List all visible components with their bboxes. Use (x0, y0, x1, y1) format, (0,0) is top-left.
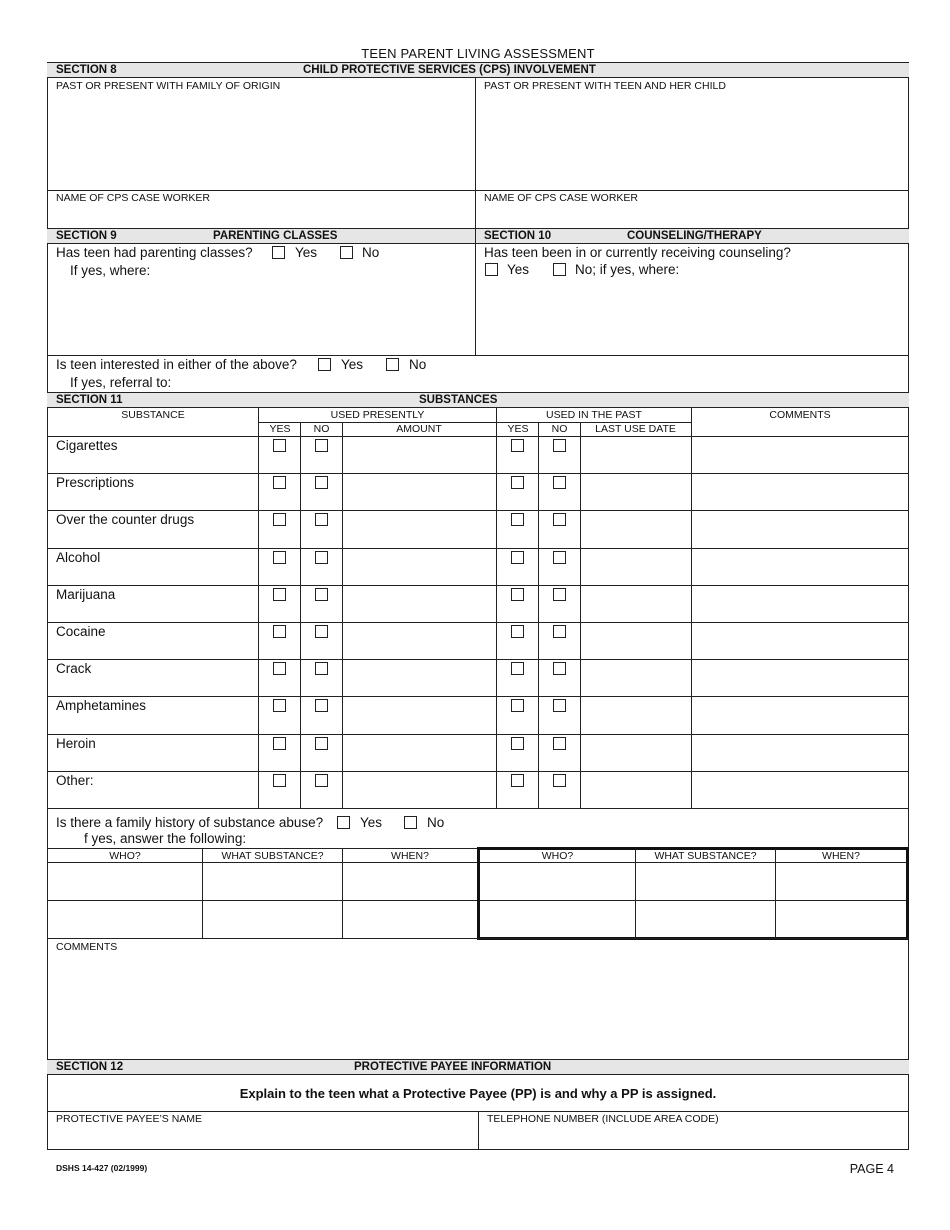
present-no-checkbox[interactable] (315, 551, 328, 564)
teen-child-field[interactable] (476, 94, 908, 190)
form-number: DSHS 14-427 (02/1999) (56, 1163, 148, 1173)
past-yes-header: YES (507, 423, 529, 435)
parenting-where-label: If yes, where: (70, 263, 151, 278)
table-column-divider (258, 408, 259, 808)
past-yes-checkbox[interactable] (511, 551, 524, 564)
past-yes-checkbox[interactable] (511, 699, 524, 712)
telephone-field[interactable] (479, 1127, 908, 1149)
family-history-no-label: No (427, 815, 445, 830)
divider (635, 849, 636, 938)
past-no-checkbox[interactable] (553, 625, 566, 638)
counseling-yes-checkbox[interactable] (485, 263, 498, 276)
payee-name-label: PROTECTIVE PAYEE’S NAME (56, 1113, 203, 1125)
teen-child-label: PAST OR PRESENT WITH TEEN AND HER CHILD (484, 80, 726, 92)
last-use-date-field[interactable] (581, 660, 691, 695)
substance-comments-field[interactable] (692, 586, 908, 621)
section11-label: SECTION 11 (56, 394, 123, 406)
present-no-checkbox[interactable] (315, 662, 328, 675)
amount-field[interactable] (343, 697, 496, 732)
last-use-date-field[interactable] (581, 772, 691, 807)
present-no-header: NO (313, 423, 330, 435)
past-no-checkbox[interactable] (553, 588, 566, 601)
past-yes-checkbox[interactable] (511, 476, 524, 489)
substance-row-label: Crack (56, 661, 92, 676)
past-no-checkbox[interactable] (553, 774, 566, 787)
what-substance-header-right: WHAT SUBSTANCE? (654, 850, 757, 862)
family-history-yes-label: Yes (360, 815, 383, 830)
substance-comments-field[interactable] (692, 735, 908, 770)
interest-no-checkbox[interactable] (386, 358, 399, 371)
section12-label: SECTION 12 (56, 1061, 124, 1073)
divider (259, 422, 691, 423)
past-no-header: NO (551, 423, 568, 435)
used-presently-header: USED PRESENTLY (330, 409, 425, 421)
last-use-date-field[interactable] (581, 511, 691, 546)
interest-question: Is teen interested in either of the above? (56, 357, 297, 372)
substance-row-label: Other: (56, 773, 94, 788)
comments-col-header: COMMENTS (769, 409, 831, 421)
family-history-question: Is there a family history of substance abuse? (56, 815, 324, 830)
comments-label: COMMENTS (56, 941, 118, 953)
cps-caseworker-right-label: NAME OF CPS CASE WORKER (484, 192, 639, 204)
substance-row-label: Heroin (56, 736, 96, 751)
substance-comments-field[interactable] (692, 474, 908, 509)
who-header-left: WHO? (109, 850, 141, 862)
telephone-label: TELEPHONE NUMBER (INCLUDE AREA CODE) (487, 1113, 719, 1125)
section10-label: SECTION 10 (484, 230, 552, 242)
who-header-right: WHO? (541, 850, 574, 862)
substance-comments-field[interactable] (692, 549, 908, 584)
family-origin-field[interactable] (48, 94, 474, 190)
past-no-checkbox[interactable] (553, 551, 566, 564)
past-no-checkbox[interactable] (553, 476, 566, 489)
divider (47, 900, 477, 901)
amount-field[interactable] (343, 586, 496, 621)
family-origin-label: PAST OR PRESENT WITH FAMILY OF ORIGIN (56, 80, 281, 92)
counseling-no-label: No; if yes, where: (575, 262, 680, 277)
past-no-checkbox[interactable] (553, 737, 566, 750)
referral-label: If yes, referral to: (70, 375, 172, 390)
past-yes-checkbox[interactable] (511, 588, 524, 601)
parenting-no-label: No (362, 245, 380, 260)
cps-caseworker-left-field[interactable] (48, 206, 474, 228)
present-no-checkbox[interactable] (315, 513, 328, 526)
table-column-divider (538, 422, 539, 808)
parenting-question: Has teen had parenting classes? (56, 245, 253, 260)
present-yes-checkbox[interactable] (273, 662, 286, 675)
section11-title: SUBSTANCES (419, 394, 498, 406)
past-yes-checkbox[interactable] (511, 737, 524, 750)
family-history-no-checkbox[interactable] (404, 816, 417, 829)
family-history-follow: f yes, answer the following: (84, 831, 247, 846)
amount-field[interactable] (343, 623, 496, 658)
present-no-checkbox[interactable] (315, 774, 328, 787)
past-yes-checkbox[interactable] (511, 439, 524, 452)
form-title: TEEN PARENT LIVING ASSESSMENT (361, 46, 595, 61)
page-number: PAGE 4 (849, 1162, 894, 1176)
substance-row-label: Cocaine (56, 624, 106, 639)
divider (47, 862, 477, 863)
section9-title: PARENTING CLASSES (213, 230, 338, 242)
present-no-checkbox[interactable] (315, 588, 328, 601)
present-yes-checkbox[interactable] (273, 439, 286, 452)
present-no-checkbox[interactable] (315, 737, 328, 750)
counseling-no-checkbox[interactable] (553, 263, 566, 276)
parenting-where-field[interactable] (48, 280, 474, 354)
last-use-date-field[interactable] (581, 586, 691, 621)
interest-no-label: No (409, 357, 427, 372)
amount-field[interactable] (343, 474, 496, 509)
present-yes-checkbox[interactable] (273, 551, 286, 564)
present-yes-checkbox[interactable] (273, 476, 286, 489)
past-no-checkbox[interactable] (553, 513, 566, 526)
divider (47, 190, 909, 191)
interest-yes-label: Yes (341, 357, 364, 372)
present-yes-checkbox[interactable] (273, 699, 286, 712)
divider (480, 900, 906, 901)
last-use-header: LAST USE DATE (595, 423, 676, 435)
present-no-checkbox[interactable] (315, 439, 328, 452)
counseling-question: Has teen been in or currently receiving counseling? (484, 245, 791, 260)
present-no-checkbox[interactable] (315, 699, 328, 712)
amount-field[interactable] (343, 511, 496, 546)
when-header-right: WHEN? (822, 850, 860, 862)
past-no-checkbox[interactable] (553, 699, 566, 712)
present-yes-header: YES (269, 423, 291, 435)
present-no-checkbox[interactable] (315, 476, 328, 489)
divider (47, 848, 477, 849)
amount-field[interactable] (343, 437, 496, 472)
cps-caseworker-left-label: NAME OF CPS CASE WORKER (56, 192, 211, 204)
present-yes-checkbox[interactable] (273, 737, 286, 750)
divider (775, 849, 776, 938)
substance-row-label: Prescriptions (56, 475, 135, 490)
substance-row-label: Marijuana (56, 587, 116, 602)
present-yes-checkbox[interactable] (273, 625, 286, 638)
substance-comments-field[interactable] (692, 772, 908, 807)
parenting-no-checkbox[interactable] (340, 246, 353, 259)
family-history-yes-checkbox[interactable] (337, 816, 350, 829)
used-past-header: USED IN THE PAST (546, 409, 642, 421)
table-column-divider (496, 408, 497, 808)
section12-title: PROTECTIVE PAYEE INFORMATION (354, 1061, 552, 1073)
substance-comments-field[interactable] (692, 660, 908, 695)
substance-row-label: Cigarettes (56, 438, 118, 453)
what-substance-header-left: WHAT SUBSTANCE? (221, 850, 324, 862)
comments-field[interactable] (48, 955, 908, 1059)
amount-field[interactable] (343, 660, 496, 695)
parenting-yes-checkbox[interactable] (272, 246, 285, 259)
past-yes-checkbox[interactable] (511, 774, 524, 787)
counseling-yes-label: Yes (507, 262, 530, 277)
past-yes-checkbox[interactable] (511, 513, 524, 526)
present-yes-checkbox[interactable] (273, 513, 286, 526)
substance-row-label: Amphetamines (56, 698, 147, 713)
section8-title: CHILD PROTECTIVE SERVICES (CPS) INVOLVEMENT (303, 64, 596, 76)
substance-comments-field[interactable] (692, 511, 908, 546)
amount-field[interactable] (343, 772, 496, 807)
substance-comments-field[interactable] (692, 697, 908, 732)
section9-10-header (47, 228, 909, 244)
divider (47, 355, 909, 356)
present-yes-checkbox[interactable] (273, 774, 286, 787)
table-column-divider (300, 422, 301, 808)
last-use-date-field[interactable] (581, 549, 691, 584)
section9-label: SECTION 9 (56, 230, 117, 242)
substance-row-label: Over the counter drugs (56, 512, 195, 527)
amount-header: AMOUNT (396, 423, 442, 435)
divider (47, 808, 909, 809)
cps-caseworker-right-field[interactable] (476, 206, 908, 228)
last-use-date-field[interactable] (581, 623, 691, 658)
substance-comments-field[interactable] (692, 437, 908, 472)
protective-payee-explain: Explain to the teen what a Protective Payee (PP) is and why a PP is assigned. (239, 1086, 717, 1101)
interest-yes-checkbox[interactable] (318, 358, 331, 371)
past-no-checkbox[interactable] (553, 439, 566, 452)
substance-col-header: SUBSTANCE (121, 409, 185, 421)
amount-field[interactable] (343, 735, 496, 770)
section8-label: SECTION 8 (56, 64, 117, 76)
parenting-yes-label: Yes (295, 245, 318, 260)
past-no-checkbox[interactable] (553, 662, 566, 675)
section10-title: COUNSELING/THERAPY (627, 230, 762, 242)
present-no-checkbox[interactable] (315, 625, 328, 638)
last-use-date-field[interactable] (581, 735, 691, 770)
counseling-where-field[interactable] (476, 280, 908, 354)
last-use-date-field[interactable] (581, 437, 691, 472)
payee-name-field[interactable] (48, 1127, 477, 1149)
past-yes-checkbox[interactable] (511, 625, 524, 638)
last-use-date-field[interactable] (581, 474, 691, 509)
present-yes-checkbox[interactable] (273, 588, 286, 601)
divider (480, 862, 906, 863)
when-header-left: WHEN? (391, 850, 429, 862)
substance-row-label: Alcohol (56, 550, 101, 565)
divider (47, 938, 909, 939)
past-yes-checkbox[interactable] (511, 662, 524, 675)
last-use-date-field[interactable] (581, 697, 691, 732)
substance-comments-field[interactable] (692, 623, 908, 658)
amount-field[interactable] (343, 549, 496, 584)
